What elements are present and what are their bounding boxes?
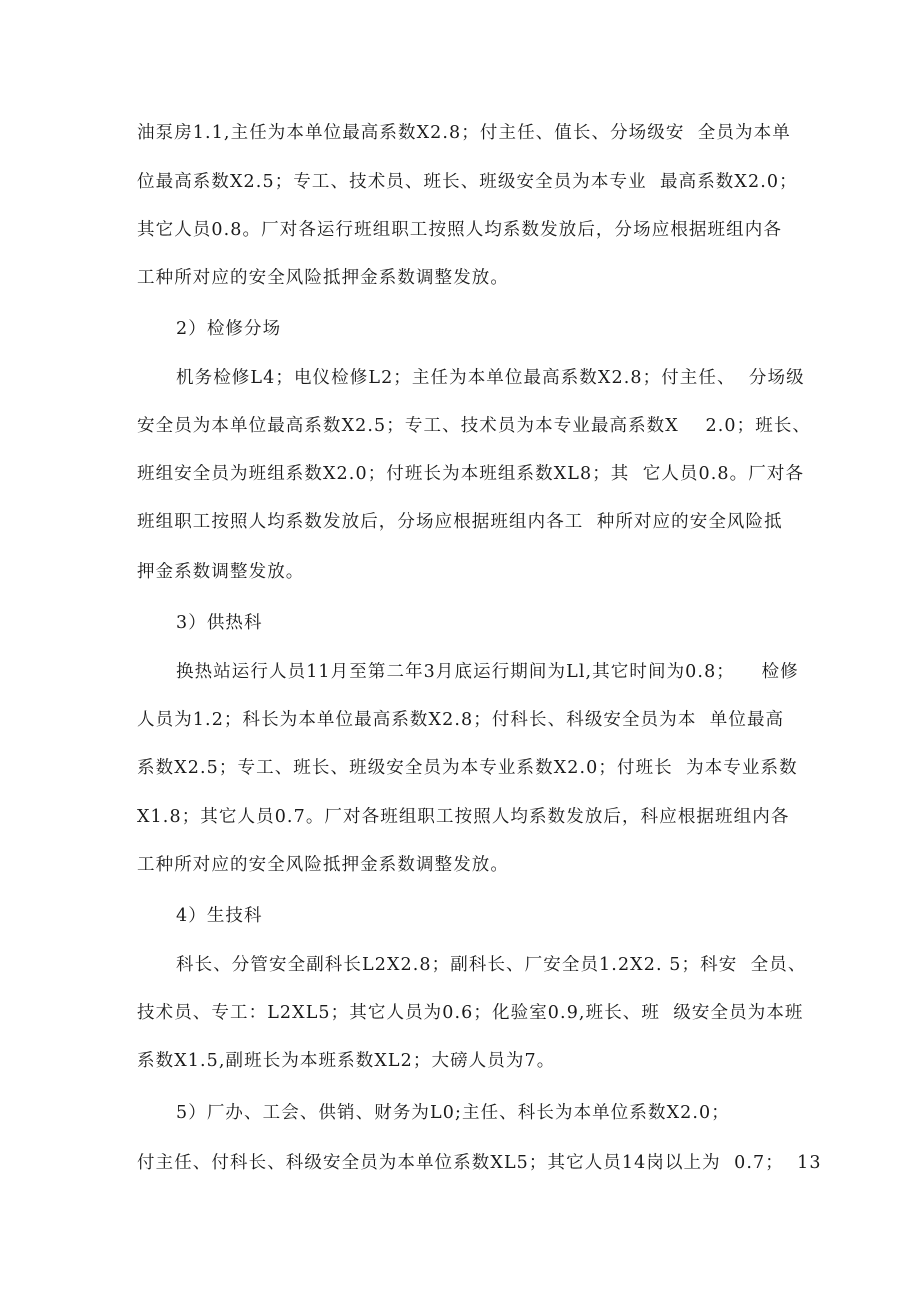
paragraph-line: 工种所对应的安全风险抵押金系数调整发放。 (137, 268, 509, 288)
paragraph-line: 科长、分管安全副科长L2X2.8；副科长、厂安全员1.2X2. 5；科安 全员、 (176, 955, 807, 975)
paragraph-line: 系数X1.5,副班长为本班系数XL2；大磅人员为7。 (137, 1051, 556, 1071)
paragraph-line: 班组安全员为班组系数X2.0；付班长为本班组系数XL8；其 它人员0.8。厂对各 (137, 464, 805, 484)
paragraph-line: 付主任、付科长、科级安全员为本单位系数XL5；其它人员14岗以上为 0.7； 13 (137, 1153, 822, 1173)
paragraph-line: 安全员为本单位最高系数X2.5；专工、技术员为本专业最高系数X 2.0；班长、 (137, 416, 812, 436)
section-heading-admin: 5）厂办、工会、供销、财务为L0;主任、科长为本单位系数X2.0； (176, 1103, 730, 1123)
paragraph-line: 机务检修L4；电仪检修L2；主任为本单位最高系数X2.8；付主任、 分场级 (176, 368, 805, 388)
paragraph-line: 押金系数调整发放。 (137, 562, 305, 582)
section-heading-maintenance: 2）检修分场 (176, 319, 282, 339)
paragraph-line: 班组职工按照人均系数发放后，分场应根据班组内各工 种所对应的安全风险抵 (137, 512, 783, 532)
paragraph-line: 位最高系数X2.5；专工、技术员、班长、班级安全员为本专业 最高系数X2.0； (137, 172, 798, 192)
paragraph-line: X1.8；其它人员0.7。厂对各班组职工按照人均系数发放后，科应根据班组内各 (137, 807, 790, 827)
paragraph-line: 油泵房1.1,主任为本单位最高系数X2.8；付主任、值长、分场级安 全员为本单 (137, 123, 791, 143)
paragraph-line: 工种所对应的安全风险抵押金系数调整发放。 (137, 855, 509, 875)
section-heading-heating: 3）供热科 (176, 613, 263, 633)
section-heading-production-tech: 4）生技科 (176, 906, 263, 926)
paragraph-line: 技术员、专工：L2XL5；其它人员为0.6；化验室0.9,班长、班 级安全员为本班 (137, 1003, 804, 1023)
paragraph-line: 人员为1.2；科长为本单位最高系数X2.8；付科长、科级安全员为本 单位最高 (137, 710, 785, 730)
paragraph-line: 系数X2.5；专工、班长、班级安全员为本专业系数X2.0；付班长 为本专业系数 (137, 758, 798, 778)
paragraph-line: 其它人员0.8。厂对各运行班组职工按照人均系数发放后，分场应根据班组内各 (137, 220, 782, 240)
paragraph-line: 换热站运行人员11月至第二年3月底运行期间为Ll,其它时间为0.8； 检修 (176, 662, 799, 682)
